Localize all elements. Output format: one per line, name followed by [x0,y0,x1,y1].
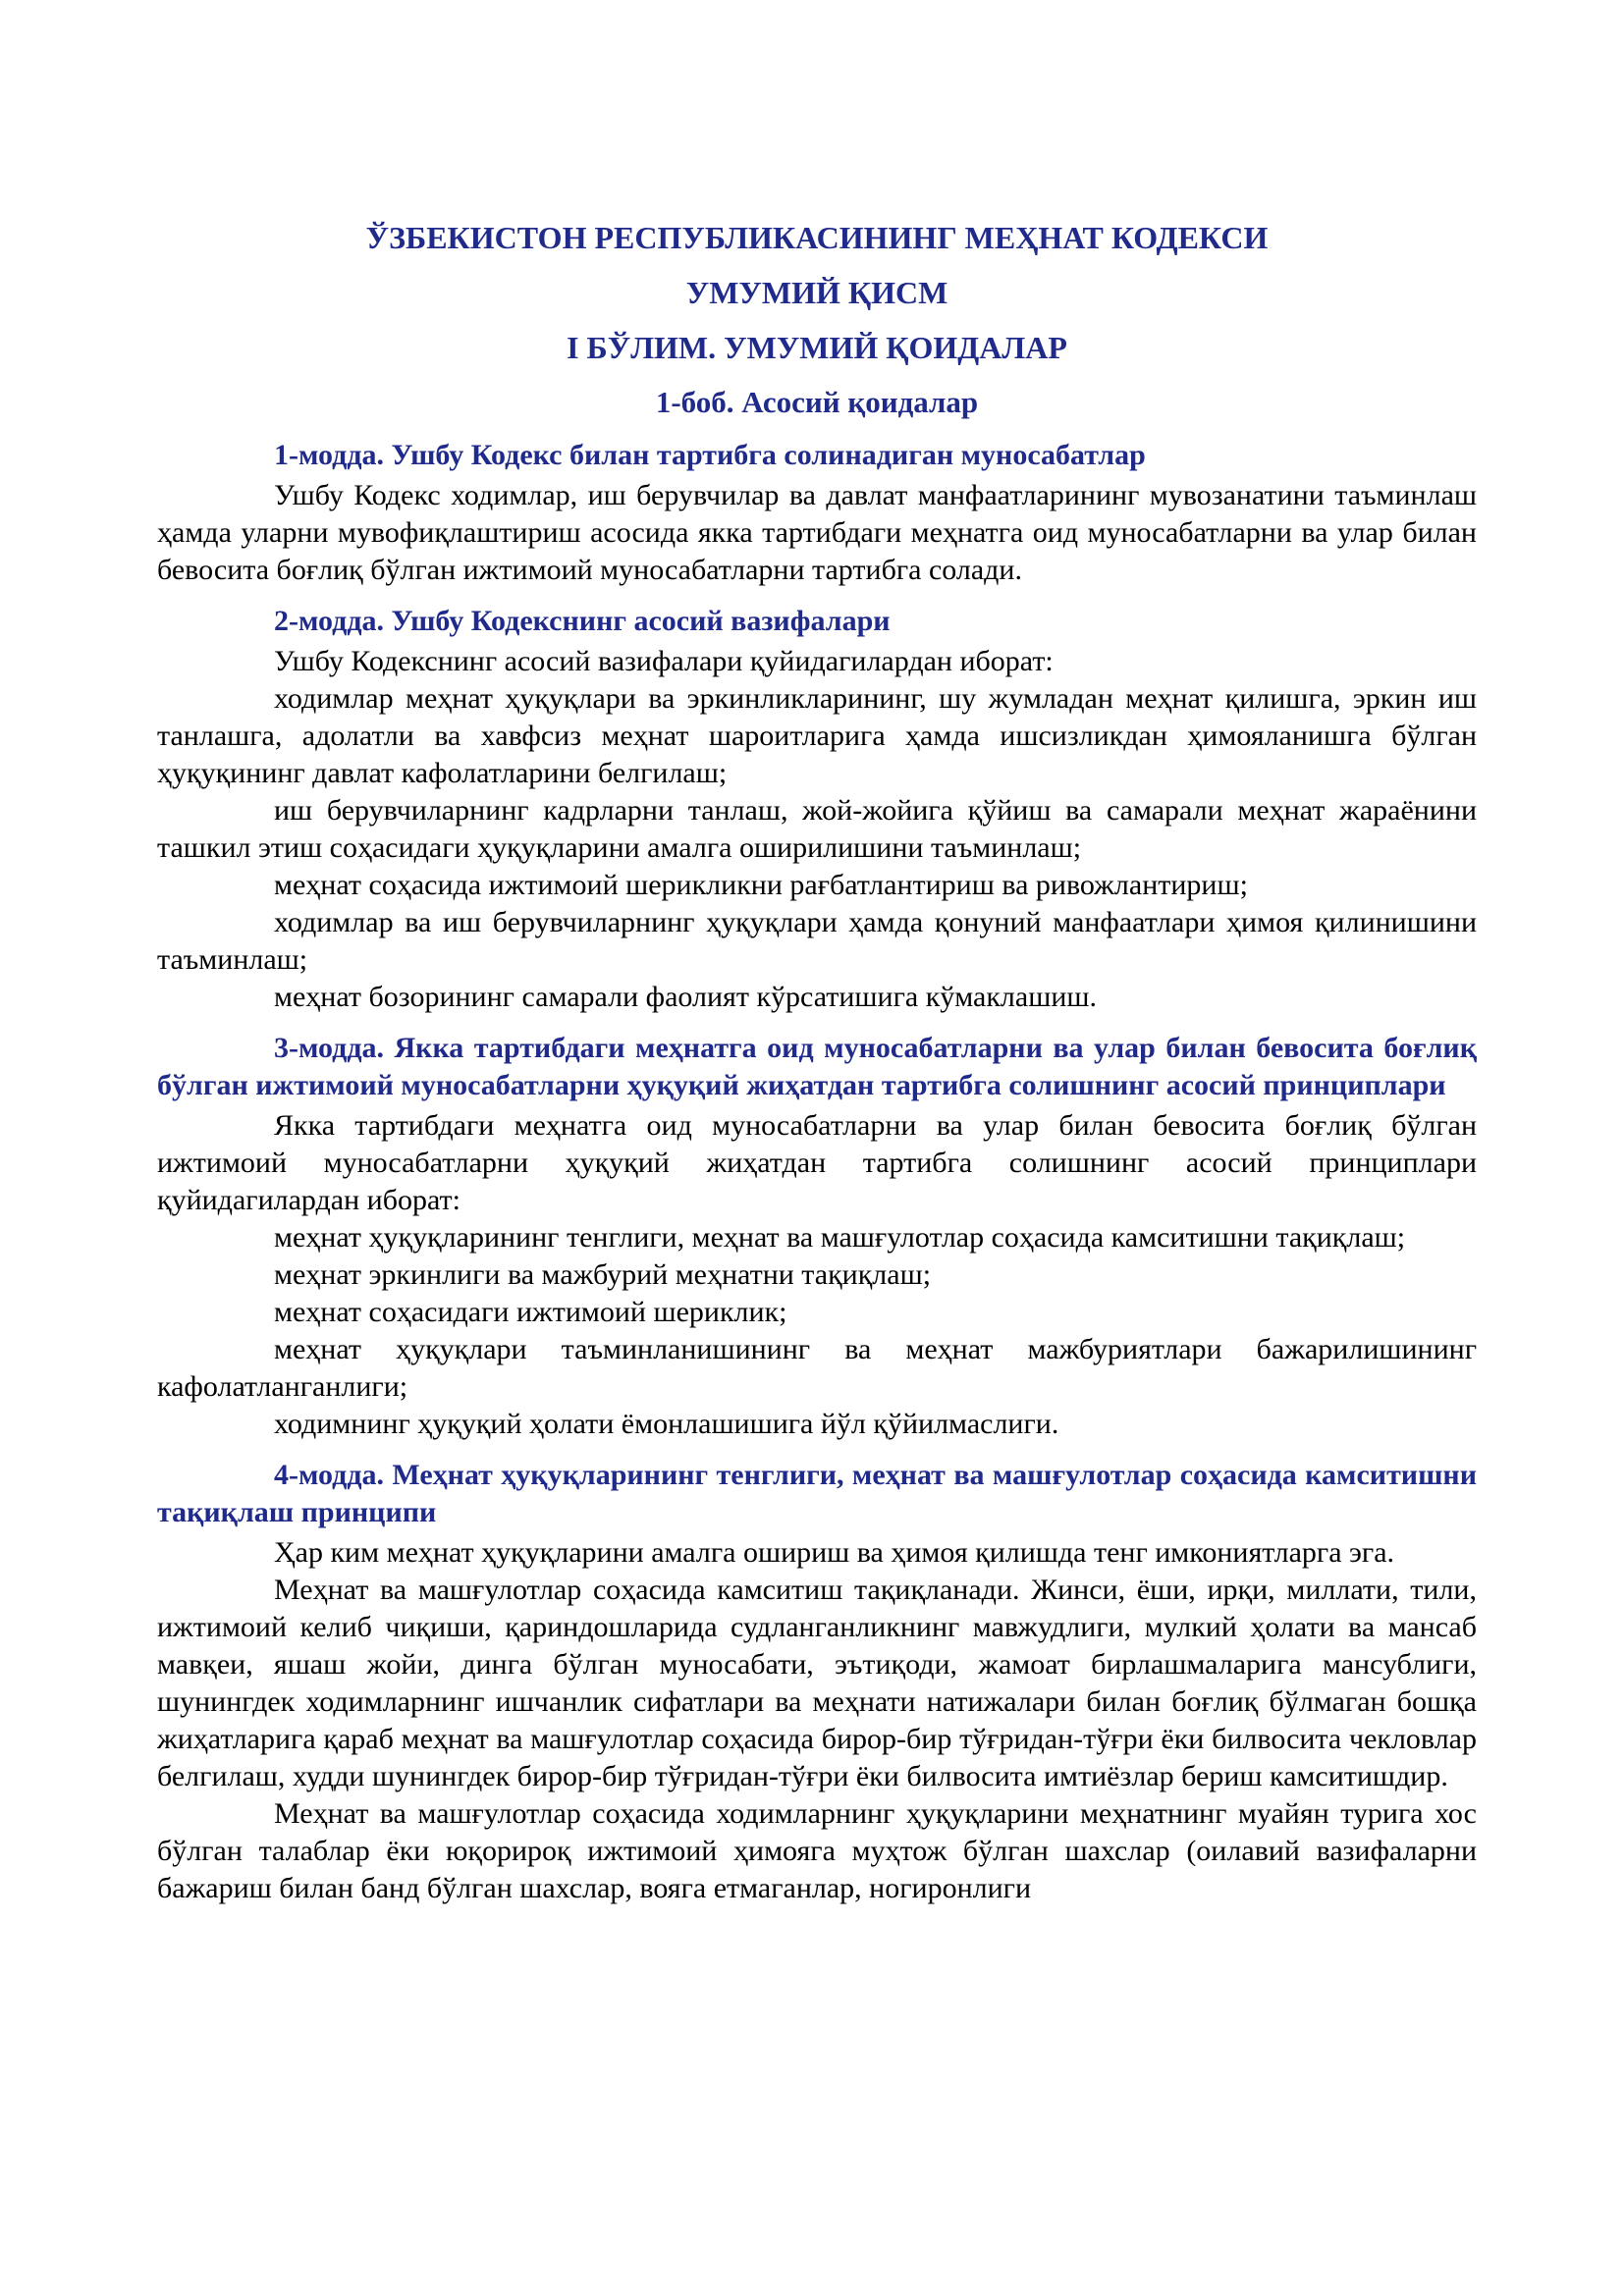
section-title: I БЎЛИМ. УМУМИЙ ҚОИДАЛАР [567,330,1067,365]
article-paragraph: Ушбу Кодекс ходимлар, иш берувчилар ва давлат манфаатларининг мувозанатини таъминлаш ҳамда уларни мувофиқлаштириш асосида якка тартибдаги меҳнатга оид муносабатларни ва улар билан бевосита боғлиқ бўлган ижтимоий муносабатларни тартибга солади. [157,479,1477,586]
article-paragraph: Меҳнат ва машғулотлар соҳасида ходимларнинг ҳуқуқларини меҳнатнинг муайян турига хос бўлган талаблар ёки юқорироқ ижтимоий ҳимояга муҳтож бўлган шахслар (оилавий вазифаларни бажариш билан банд бўлган шахслар, вояга етмаганлар, ногиронлиги [157,1797,1477,1904]
article-paragraph: меҳнат эркинлиги ва мажбурий меҳнатни тақиқлаш; [274,1258,932,1291]
article-paragraph: иш берувчиларнинг кадрларни танлаш, жой-жойига қўйиш ва самарали меҳнат жараёнини ташкил этиш соҳасидаги ҳуқуқларини амалга оширилишини таъминлаш; [157,794,1477,864]
part-title: УМУМИЙ ҚИСМ [685,275,948,310]
article-paragraph: Ушбу Кодекснинг асосий вазифалари қуйидагилардан иборат: [274,645,1054,677]
article-paragraph: Якка тартибдаги меҳнатга оид муносабатларни ва улар билан бевосита боғлиқ бўлган ижтимоий муносабатларни ҳуқуқий жиҳатдан тартибга солишнинг асосий принциплари қуйидагилардан иборат: [157,1109,1477,1216]
article-paragraph: меҳнат ҳуқуқлари таъминланишининг ва меҳнат мажбуриятлари бажарилишининг кафолатланганлиги; [157,1333,1477,1403]
article-1 [157,437,1477,589]
article-paragraph: меҳнат бозорининг самарали фаолият кўрсатишига кўмаклашиш. [274,981,1097,1013]
chapter-title: 1-боб. Асосий қоидалар [655,385,979,419]
article-paragraph: Меҳнат ва машғулотлар соҳасида камситиш тақиқланади. Жинси, ёши, ирқи, миллати, тили, ижтимоий келиб чиқиши, қариндошларида судланганликнинг мавжудлиги, мулкий ҳолати ва мансаб мавқеи, яшаш жойи, динга бўлган муносабати, эътиқоди, жамоат бирлашмаларига мансублиги, шунингдек ходимларнинг ишчанлик сифатлари ва меҳнати натижалари билан боғлиқ бўлмаган бошқа жиҳатларига қараб меҳнат ва машғулотлар соҳасида бирор-бир тўғридан-тўғри ёки билвосита чекловлар белгилаш, худди шунингдек бирор-бир тўғридан-тўғри ёки билвосита имтиёзлар бериш камситишдир. [157,1574,1477,1792]
article-3 [157,1030,1477,1443]
article-title: 1-модда. Ушбу Кодекс билан тартибга солинадиган муносабатлар [274,439,1146,471]
article-paragraph: ходимлар меҳнат ҳуқуқлари ва эркинликларининг, шу жумладан меҳнат қилишга, эркин иш танлашга, адолатли ва хавфсиз меҳнат шароитларига ҳамда ишсизликдан ҳимояланишга бўлган ҳуқуқининг давлат кафолатларини белгилаш; [157,682,1477,789]
article-title: 3-модда. Якка тартибдаги меҳнатга оид муносабатларни ва улар билан бевосита боғлиқ бўлган ижтимоий муносабатларни ҳуқуқий жиҳатдан тартибга солишнинг асосий принциплари [157,1032,1477,1101]
article-title: 4-модда. Меҳнат ҳуқуқларининг тенглиги, меҳнат ва машғулотлар соҳасида камситишни тақиқлаш принципи [157,1459,1477,1528]
article-title: 2-модда. Ушбу Кодекснинг асосий вазифалари [274,605,891,637]
article-paragraph: меҳнат соҳасидаги ижтимоий шериклик; [274,1296,787,1328]
article-paragraph: ходимлар ва иш берувчиларнинг ҳуқуқлари ҳамда қонуний манфаатлари ҳимоя қилинишини таъминлаш; [157,906,1477,976]
code-title: ЎЗБЕКИСТОН РЕСПУБЛИКАСИНИНГ МЕҲНАТ КОДЕКСИ [365,220,1269,255]
article-4 [157,1457,1477,1907]
article-paragraph: Ҳар ким меҳнат ҳуқуқларини амалга ошириш ва ҳимоя қилишда тенг имкониятларга эга. [274,1536,1395,1569]
article-paragraph: ходимнинг ҳуқуқий ҳолати ёмонлашишига йўл қўйилмаслиги. [274,1408,1059,1440]
document-page [157,218,1477,1907]
article-2 [157,603,1477,1016]
article-paragraph: меҳнат соҳасида ижтимоий шерикликни рағбатлантириш ва ривожлантириш; [274,869,1248,901]
article-paragraph: меҳнат ҳуқуқларининг тенглиги, меҳнат ва машғулотлар соҳасида камситишни тақиқлаш; [274,1221,1406,1254]
